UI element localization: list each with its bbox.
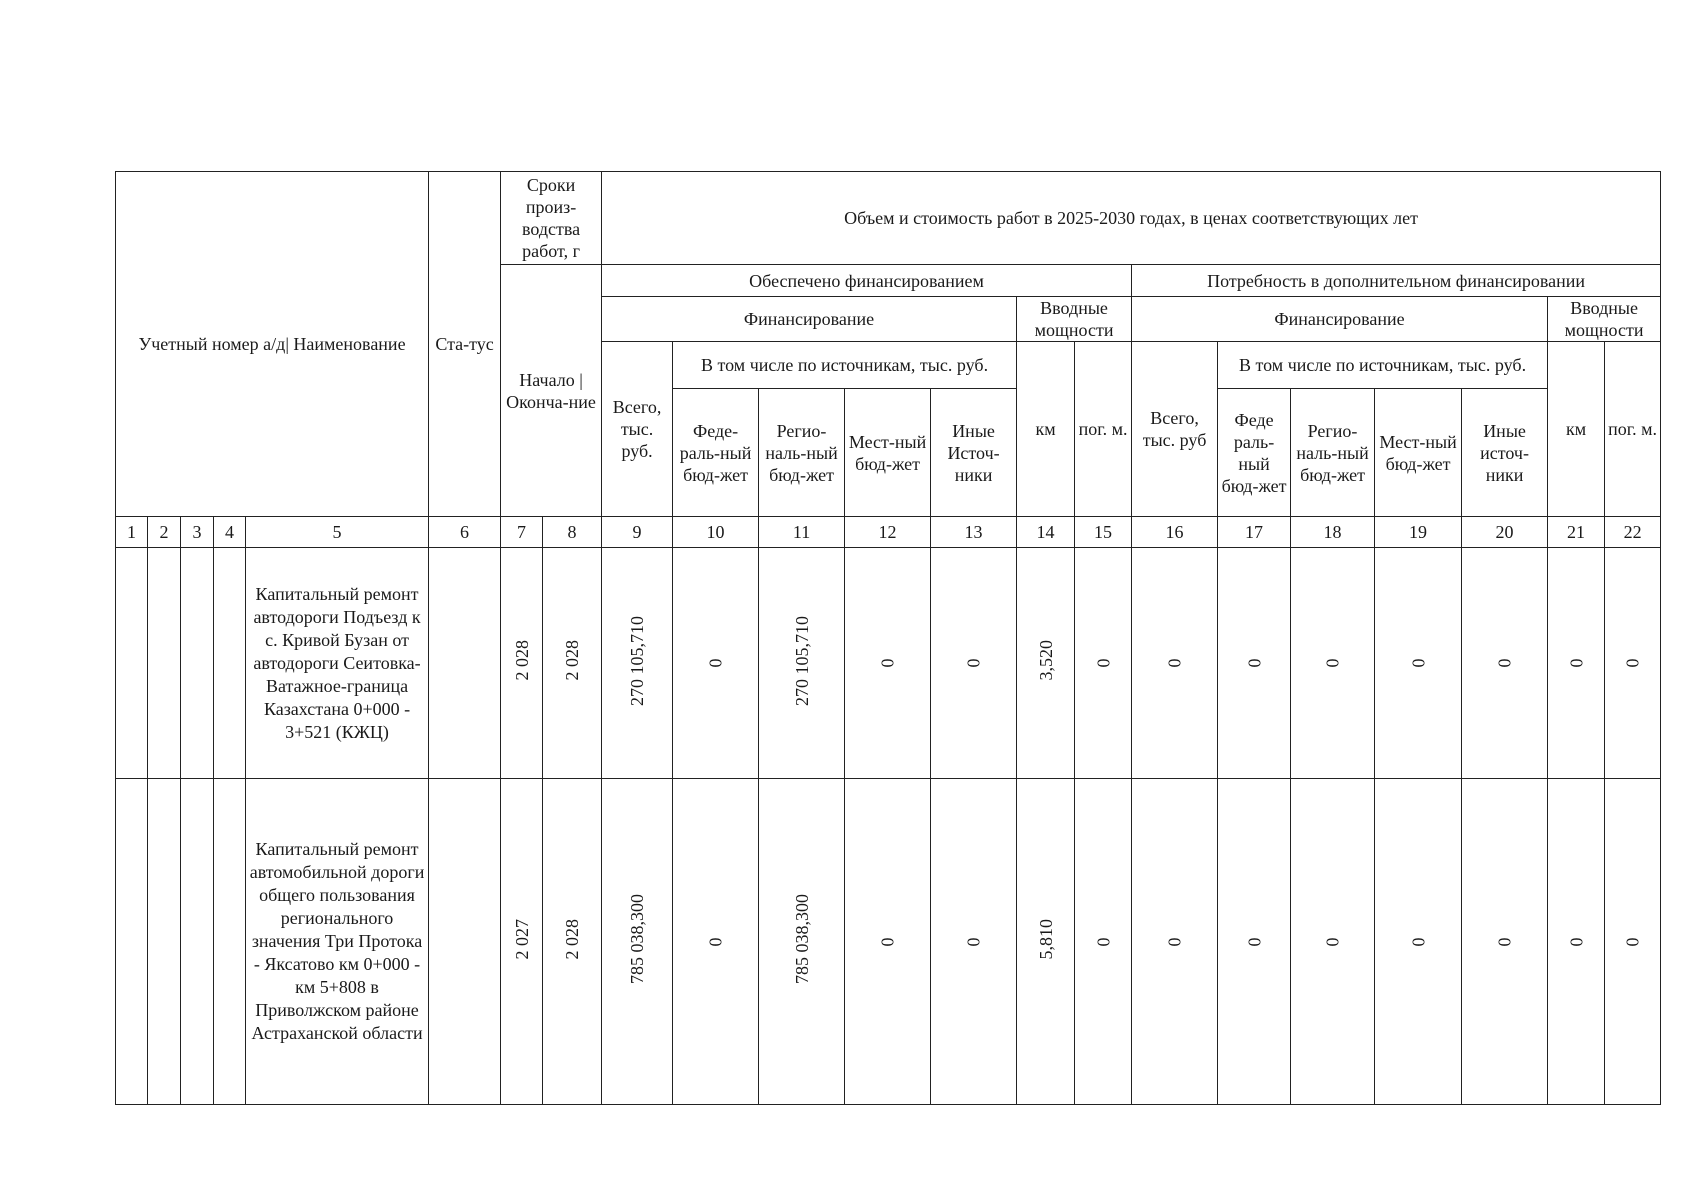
column-number: 9 — [602, 517, 673, 548]
header-regional-additional: Регио-наль-ный бюд-жет — [1291, 389, 1375, 517]
other-secured: 0 — [963, 937, 984, 946]
column-number: 8 — [543, 517, 602, 548]
column-number: 13 — [931, 517, 1017, 548]
header-capacities-additional: Вводные мощности — [1548, 297, 1661, 342]
federal-secured: 0 — [705, 937, 726, 946]
total-additional: 0 — [1164, 937, 1185, 946]
start-year: 2 027 — [511, 918, 532, 960]
km-additional: 0 — [1566, 937, 1587, 946]
table-row — [116, 779, 1661, 1105]
header-start-end: Начало | Оконча-ние — [501, 265, 602, 517]
empty-cell — [214, 548, 246, 779]
header-other-additional: Иные источ-ники — [1462, 389, 1548, 517]
header-by-sources-secured: В том числе по источникам, тыс. руб. — [673, 342, 1017, 389]
column-number: 4 — [214, 517, 246, 548]
empty-cell — [148, 548, 181, 779]
total-secured: 270 105,710 — [627, 615, 648, 706]
table-row — [116, 548, 1661, 779]
column-number: 17 — [1218, 517, 1291, 548]
pog-m-additional: 0 — [1622, 658, 1643, 668]
column-number: 20 — [1462, 517, 1548, 548]
km-secured: 3,520 — [1035, 640, 1056, 681]
road-name: Капитальный ремонт автомобильной дороги общего пользования регионального значения Три Протока - Яксатово км 0+000 - км 5+808 в Приволжском районе Астраханской области — [246, 779, 429, 1105]
column-number: 10 — [673, 517, 759, 548]
header-financing-secured: Финансирование — [602, 297, 1017, 342]
header-total-secured: Всего, тыс. руб. — [602, 342, 673, 517]
column-number: 6 — [429, 517, 501, 548]
regional-secured: 270 105,710 — [791, 615, 812, 706]
federal-secured: 0 — [705, 658, 726, 668]
total-secured: 785 038,300 — [627, 894, 648, 984]
header-status: Ста-тус — [429, 172, 501, 517]
header-federal-additional: Феде раль-ный бюд-жет — [1218, 389, 1291, 517]
column-number: 19 — [1375, 517, 1462, 548]
header-pog-m-additional: пог. м. — [1605, 342, 1661, 517]
federal-additional: 0 — [1244, 937, 1265, 946]
empty-cell — [116, 548, 148, 779]
column-number: 16 — [1132, 517, 1218, 548]
header-pog-m-secured: пог. м. — [1075, 342, 1132, 517]
header-other-secured: Иные Источ-ники — [931, 389, 1017, 517]
empty-cell — [181, 548, 214, 779]
other-additional: 0 — [1494, 937, 1515, 946]
empty-cell — [214, 779, 246, 1105]
local-additional: 0 — [1408, 937, 1429, 946]
empty-cell — [116, 779, 148, 1105]
local-secured: 0 — [877, 658, 898, 668]
regional-secured: 785 038,300 — [791, 894, 812, 984]
end-year: 2 028 — [562, 640, 583, 681]
header-terms: Сроки произ-водства работ, г — [501, 172, 602, 265]
end-year: 2 028 — [562, 918, 583, 960]
column-number: 14 — [1017, 517, 1075, 548]
local-additional: 0 — [1408, 658, 1429, 668]
header-by-sources-additional: В том числе по источникам, тыс. руб. — [1218, 342, 1548, 389]
header-km-secured: км — [1017, 342, 1075, 517]
header-local-secured: Мест-ный бюд-жет — [845, 389, 931, 517]
column-number: 5 — [246, 517, 429, 548]
header-km-additional: км — [1548, 342, 1605, 517]
road-name: Капитальный ремонт автодороги Подъезд к с. Кривой Бузан от автодороги Сеитовка-Ватажное-граница Казахстана 0+000 - 3+521 (КЖЦ) — [246, 548, 429, 779]
column-number: 18 — [1291, 517, 1375, 548]
column-number: 1 — [116, 517, 148, 548]
column-number: 3 — [181, 517, 214, 548]
empty-cell — [148, 779, 181, 1105]
header-federal-secured: Феде-раль-ный бюд-жет — [673, 389, 759, 517]
column-number: 21 — [1548, 517, 1605, 548]
column-numbers-row — [116, 517, 1661, 548]
other-secured: 0 — [963, 658, 984, 668]
regional-additional: 0 — [1322, 658, 1343, 668]
column-number: 12 — [845, 517, 931, 548]
empty-cell — [181, 779, 214, 1105]
local-secured: 0 — [877, 937, 898, 946]
pog-m-secured: 0 — [1093, 937, 1114, 946]
status-cell — [429, 548, 501, 779]
header-volume-title: Объем и стоимость работ в 2025-2030 годах, в ценах соответствующих лет — [602, 172, 1661, 265]
column-number: 11 — [759, 517, 845, 548]
header-total-additional: Всего, тыс. руб — [1132, 342, 1218, 517]
header-local-additional: Мест-ный бюд-жет — [1375, 389, 1462, 517]
column-number: 2 — [148, 517, 181, 548]
column-number: 22 — [1605, 517, 1661, 548]
regional-additional: 0 — [1322, 937, 1343, 946]
header-additional-need: Потребность в дополнительном финансировании — [1132, 265, 1661, 297]
status-cell — [429, 779, 501, 1105]
federal-additional: 0 — [1244, 658, 1265, 668]
total-additional: 0 — [1164, 658, 1185, 668]
works-table — [115, 171, 1661, 1105]
column-number: 15 — [1075, 517, 1132, 548]
pog-m-additional: 0 — [1622, 937, 1643, 946]
header-financing-additional: Финансирование — [1132, 297, 1548, 342]
other-additional: 0 — [1494, 658, 1515, 668]
header-regional-secured: Регио-наль-ный бюд-жет — [759, 389, 845, 517]
start-year: 2 028 — [511, 640, 532, 681]
header-capacities-secured: Вводные мощности — [1017, 297, 1132, 342]
header-secured: Обеспечено финансированием — [602, 265, 1132, 297]
header-account-name: Учетный номер а/д| Наименование — [116, 172, 429, 517]
km-secured: 5,810 — [1035, 918, 1056, 960]
column-number: 7 — [501, 517, 543, 548]
pog-m-secured: 0 — [1093, 658, 1114, 668]
km-additional: 0 — [1566, 658, 1587, 668]
